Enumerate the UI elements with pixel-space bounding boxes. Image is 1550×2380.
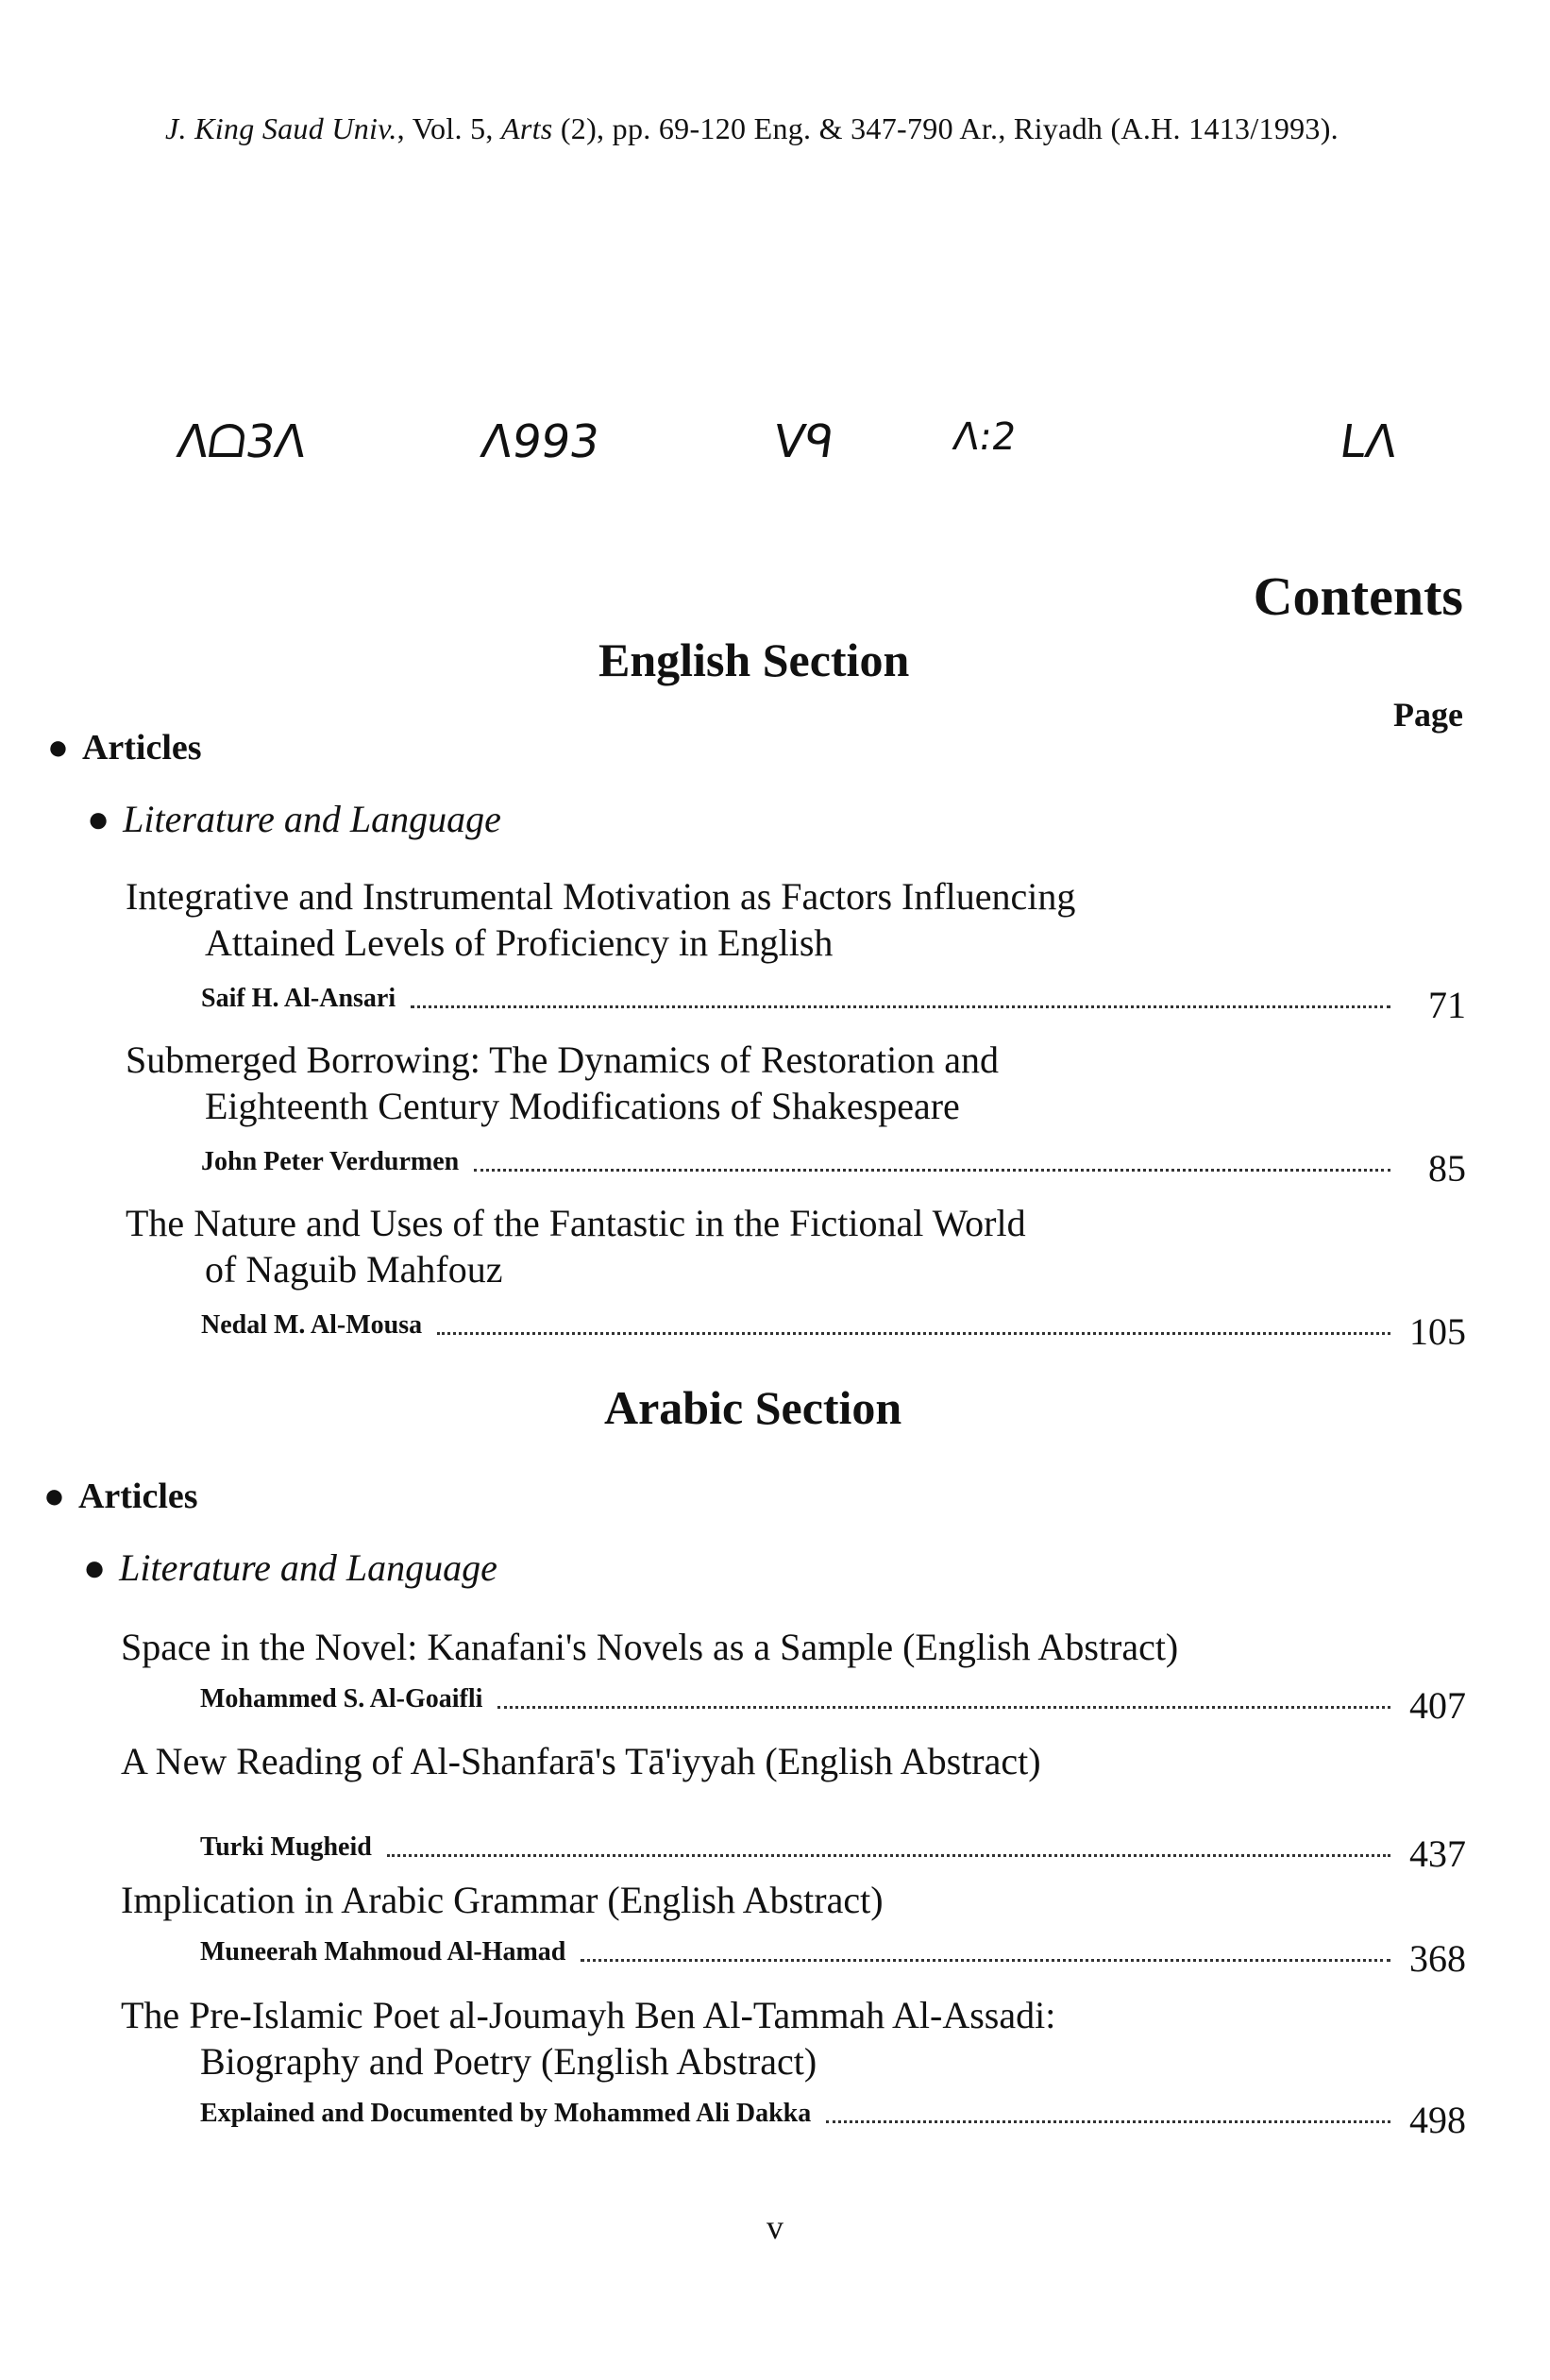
toc-entry[interactable] (121, 1738, 1466, 1875)
toc-entry[interactable] (121, 1877, 1466, 1980)
entry-author: Nedal M. Al-Mousa (201, 1310, 423, 1340)
bullet-icon: ● (43, 1477, 65, 1516)
arabic-articles-heading: ● Articles (43, 1477, 198, 1516)
entry-title-line1: A New Reading of Al-Shanfarā's Tā'iyyah (English Abstract) (121, 1740, 1041, 1782)
entry-author: Muneerah Mahmoud Al-Hamad (200, 1937, 566, 1966)
journal-arts: Arts (500, 111, 553, 145)
dot-leader (411, 1004, 1390, 1008)
entry-author: John Peter Verdurmen (201, 1147, 460, 1176)
entry-page-number: 437 (1409, 1832, 1466, 1875)
dot-leader (826, 2119, 1390, 2123)
journal-pages: (2), pp. 69-120 Eng. & 347-790 Ar., Riyadh (A.H. 1413/1993). (552, 111, 1339, 145)
entry-page-number: 407 (1409, 1684, 1466, 1727)
entry-page-number: 71 (1428, 984, 1466, 1026)
dot-leader (581, 1958, 1390, 1962)
handwritten-note-4: ᐱ:2 (950, 415, 1019, 459)
dot-leader (474, 1168, 1390, 1172)
entry-title-line1: Space in the Novel: Kanafani's Novels as a Sample (English Abstract) (121, 1626, 1179, 1668)
entry-title-line1: Integrative and Instrumental Motivation as Factors Influencing (126, 875, 1076, 918)
entry-page-number: 105 (1409, 1310, 1466, 1353)
entry-page-number: 368 (1409, 1937, 1466, 1980)
toc-entry[interactable] (121, 1624, 1466, 1727)
entry-author: Mohammed S. Al-Goaifli (200, 1684, 483, 1713)
entry-title-line2: Attained Levels of Proficiency in English (205, 921, 834, 964)
entry-title-line2: Biography and Poetry (English Abstract) (200, 2040, 817, 2083)
journal-volume: , Vol. 5, (396, 111, 494, 145)
dot-leader (497, 1705, 1390, 1709)
handwritten-note-3: Vᑫ (770, 415, 837, 468)
entry-title-line1: The Pre-Islamic Poet al-Joumayh Ben Al-Tammah Al-Assadi: (121, 1994, 1056, 2036)
dot-leader (437, 1331, 1390, 1335)
entry-title-line2: of Naguib Mahfouz (205, 1248, 503, 1291)
entry-author: Explained and Documented by Mohammed Ali Dakka (200, 2099, 812, 2128)
english-articles-heading: ● Articles (47, 728, 202, 768)
entry-title-line2: Eighteenth Century Modifications of Shakespeare (205, 1085, 960, 1127)
toc-entry[interactable] (126, 1200, 1466, 1353)
toc-entry[interactable] (121, 1992, 1466, 2141)
arabic-section-title: Arabic Section (604, 1381, 902, 1434)
entry-title-line1: Implication in Arabic Grammar (English Abstract) (121, 1879, 884, 1921)
entry-title-line1: Submerged Borrowing: The Dynamics of Restoration and (126, 1038, 1000, 1081)
handwritten-note-2: ᐱ993 (478, 415, 603, 468)
english-category-heading: ● Literature and Language (87, 798, 501, 840)
bullet-icon: ● (47, 728, 69, 768)
entry-author: Turki Mugheid (200, 1832, 372, 1862)
entry-page-number: 498 (1409, 2099, 1466, 2141)
entry-page-number: 85 (1428, 1147, 1466, 1190)
english-section-title: English Section (598, 633, 910, 686)
page-column-label: Page (1393, 696, 1463, 734)
bullet-icon: ● (87, 798, 110, 840)
entry-title-line1: The Nature and Uses of the Fantastic in the Fictional World (126, 1202, 1026, 1244)
contents-title: Contents (1253, 565, 1463, 627)
bullet-icon: ● (83, 1546, 107, 1589)
journal-citation (165, 111, 1339, 146)
handwritten-note-5: Lᐱ (1337, 415, 1401, 468)
toc-entry[interactable] (126, 1037, 1466, 1190)
entry-author: Saif H. Al-Ansari (201, 984, 396, 1013)
page-footer-number: v (767, 2208, 783, 2246)
handwritten-note-1: ᐱᗝ3ᐱ (174, 415, 311, 468)
toc-entry[interactable] (126, 873, 1466, 1026)
arabic-category-heading: ● Literature and Language (83, 1546, 497, 1589)
dot-leader (387, 1853, 1390, 1857)
journal-name: J. King Saud Univ. (165, 111, 397, 145)
